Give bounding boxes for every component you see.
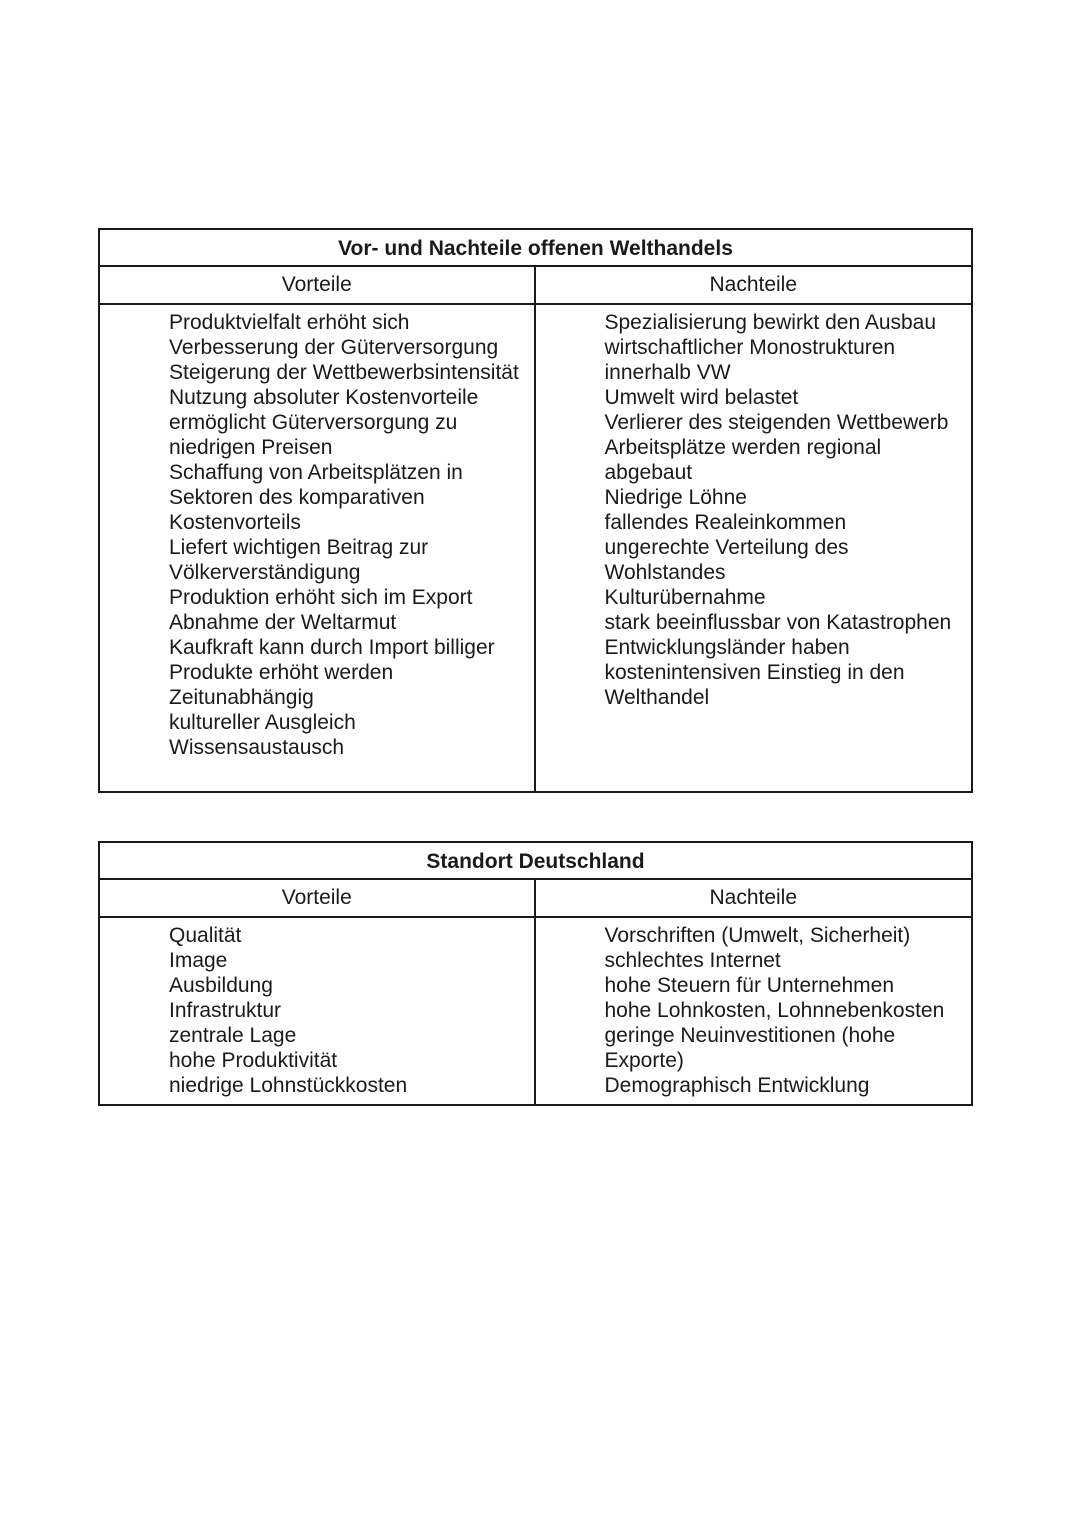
vorteile-column	[100, 305, 536, 791]
list-item: Zeitunabhängig	[169, 686, 314, 709]
list-item: Umwelt wird belastet	[604, 386, 799, 409]
table-body	[100, 305, 971, 791]
list-item: hohe Steuern für Unternehmen	[604, 974, 895, 997]
vorteile-list	[169, 923, 534, 1098]
table-title: Vor- und Nachteile offenen Welthandels	[100, 230, 971, 267]
list-item: Kaufkraft kann durch Import billiger Produkte erhöht werden	[169, 636, 495, 684]
list-item: Vorschriften (Umwelt, Sicherheit)	[604, 924, 911, 947]
vorteile-column	[100, 918, 536, 1104]
table-title: Standort Deutschland	[100, 843, 971, 880]
list-item: Steigerung der Wettbewerbsintensität	[169, 361, 519, 384]
vorteile-list	[169, 310, 534, 760]
list-item: ungerechte Verteilung des Wohlstandes	[604, 536, 849, 584]
list-item: Infrastruktur	[169, 999, 282, 1022]
table-header-row	[100, 880, 971, 918]
list-item: Ausbildung	[169, 974, 273, 997]
nachteile-column	[536, 918, 972, 1104]
list-item: Arbeitsplätze werden regional abgebaut	[604, 436, 882, 484]
list-item: Verlierer des steigenden Wettbewerb	[604, 411, 949, 434]
list-item: niedrige Lohnstückkosten	[169, 1074, 408, 1097]
list-item: Qualität	[169, 924, 242, 947]
list-item: Entwicklungsländer haben kostenintensiven Einstieg in den Welthandel	[604, 636, 905, 709]
list-item: Nutzung absoluter Kostenvorteile ermöglicht Güterversorgung zu niedrigen Preisen	[169, 386, 479, 459]
list-item: Kulturübernahme	[604, 586, 766, 609]
table-header-row	[100, 267, 971, 305]
list-item: Abnahme der Weltarmut	[169, 611, 397, 634]
column-header-vorteile: Vorteile	[100, 267, 536, 303]
list-item: Produktion erhöht sich im Export	[169, 586, 473, 609]
nachteile-list	[605, 923, 968, 1098]
list-item: geringe Neuinvestitionen (hohe Exporte)	[604, 1024, 896, 1072]
column-header-nachteile: Nachteile	[709, 273, 798, 296]
list-item: Produktvielfalt erhöht sich	[169, 311, 410, 334]
list-item: kultureller Ausgleich	[169, 711, 356, 734]
list-item: Niedrige Löhne	[604, 486, 747, 509]
list-item: Verbesserung der Güterversorgung	[169, 336, 499, 359]
list-item: stark beeinflussbar von Katastrophen	[604, 611, 952, 634]
list-item: schlechtes Internet	[604, 949, 781, 972]
table-body	[100, 918, 971, 1104]
nachteile-list	[605, 310, 968, 710]
table-standort-deutschland	[98, 841, 973, 1106]
nachteile-column	[536, 305, 972, 791]
list-item: zentrale Lage	[169, 1024, 297, 1047]
list-item: hohe Produktivität	[169, 1049, 338, 1072]
list-item: Image	[169, 949, 228, 972]
list-item: Liefert wichtigen Beitrag zur Völkerverständigung	[169, 536, 429, 584]
column-header-vorteile: Vorteile	[100, 880, 536, 916]
table-welthandel	[98, 228, 973, 793]
list-item: hohe Lohnkosten, Lohnnebenkosten	[604, 999, 945, 1022]
column-header-nachteile: Nachteile	[709, 886, 798, 909]
list-item: Spezialisierung bewirkt den Ausbau wirtschaftlicher Monostrukturen innerhalb VW	[604, 311, 937, 384]
list-item: fallendes Realeinkommen	[604, 511, 847, 534]
list-item: Schaffung von Arbeitsplätzen in Sektoren des komparativen Kostenvorteils	[169, 461, 463, 534]
list-item: Demographisch Entwicklung	[604, 1074, 870, 1097]
list-item: Wissensaustausch	[169, 736, 345, 759]
